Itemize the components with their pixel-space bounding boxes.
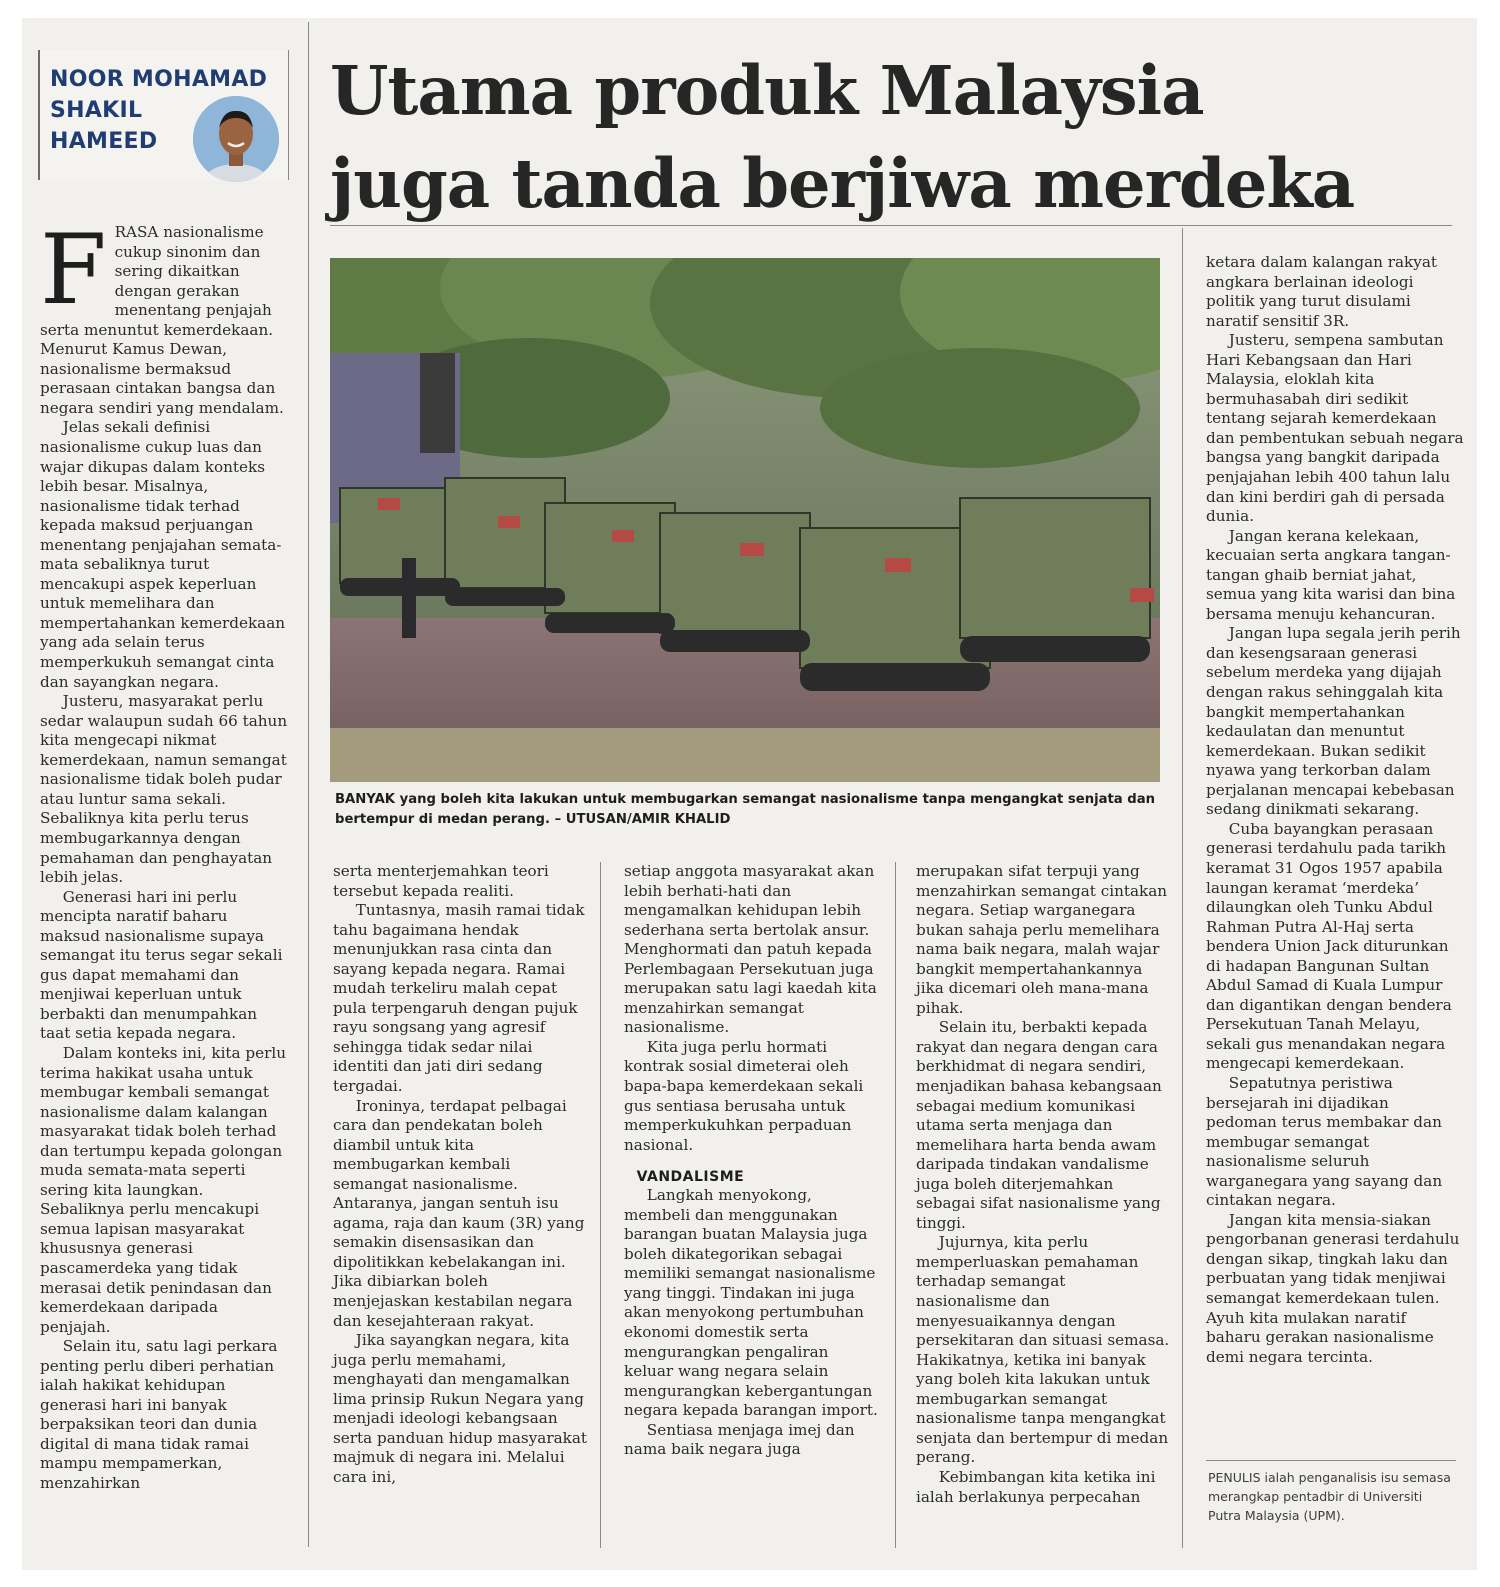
article-paragraph: Langkah menyokong, membeli dan menggunakan barangan buatan Malaysia juga boleh dikategorikan sebagai memiliki semangat nasionalisme yang tinggi. Tindakan ini juga akan menyokong pertumbuhan ekonomi domestik serta mengurangkan pengaliran keluar wang negara selain mengurangkan kebergantungan negara kepada barangan import. (624, 1186, 878, 1420)
column-rule (308, 22, 309, 1547)
article-paragraph: Selain itu, satu lagi perkara penting perlu diberi perhatian ialah hakikat kehidupan generasi hari ini banyak berpaksikan teori dan dunia digital di mana tidak ramai mampu mempamerkan, menzahirkan (40, 1337, 278, 1492)
article-paragraph: Jangan kita mensia-siakan pengorbanan generasi terdahulu dengan sikap, tingkah laku dan perbuatan yang tidak menjiwai semangat kemerdekaan tulen. Ayuh kita mulakan naratif baharu gerakan nasionalisme demi negara tercinta. (1206, 1210, 1460, 1366)
article-paragraph: merupakan sifat terpuji yang menzahirkan semangat cintakan negara. Setiap warganegara bukan sahaja perlu memelihara nama baik negara, malah wajar bangkit mempertahankannya jika dicemari oleh mana-mana pihak. (916, 862, 1168, 1017)
author-name: NOOR MOHAMAD SHAKIL HAMEED (50, 67, 268, 154)
article-paragraph: FRASA nasionalisme cukup sinonim dan sering dikaitkan dengan gerakan menentang penjajah serta menuntut kemerdekaan. Menurut Kamus Dewan, nasionalisme bermaksud perasaan cintakan bangsa dan negara sendiri yang mendalam. (40, 214, 284, 417)
article-column-3 (624, 862, 882, 1460)
article-paragraph: Jelas sekali definisi nasionalisme cukup luas dan wajar dikupas dalam konteks lebih besar. Misalnya, nasionalisme tidak terhad kepada maksud perjuangan menentang penjajahan semata-mata sebaliknya turut mencakupi aspek keperluan untuk memelihara dan mempertahankan kemerdekaan yang ada selain terus memperkukuh semangat cinta dan sayangkan negara. (40, 418, 286, 691)
article-paragraph: Justeru, sempena sambutan Hari Kebangsaan dan Hari Malaysia, eloklah kita bermuhasabah diri sedikit tentang sejarah kemerdekaan dan pembentukan sebuah negara bangsa yang bangkit daripada penjajahan lebih 400 tahun lalu dan kini berdiri gah di persada dunia. (1206, 331, 1464, 526)
column-rule (1182, 228, 1183, 1548)
article-paragraph: Jangan kerana kelekaan, kecuaian serta angkara tangan-tangan ghaib berniat jahat, semua yang kita warisi dan bina bersama menuju kehancuran. (1206, 526, 1456, 623)
article-paragraph: Justeru, masyarakat perlu sedar walaupun sudah 66 tahun kita mengecapi nikmat kemerdekaan, namun semangat nasionalisme tidak boleh pudar atau luntur sama sekali. Sebaliknya kita perlu terus membugarkannya dengan pemahaman dan penghayatan lebih jelas. (40, 692, 288, 887)
article-paragraph: Jika sayangkan negara, kita juga perlu memahami, menghayati dan mengamalkan lima prinsip Rukun Negara yang menjadi ideologi kebangsaan serta panduan hidup masyarakat majmuk di negara ini. Melalui cara ini, (333, 1331, 588, 1486)
parade-photo (330, 258, 1160, 782)
article-paragraph: Kita juga perlu hormati kontrak sosial dimeterai oleh bapa-bapa kemerdekaan sekali gus sentiasa berusaha untuk memperkukuhkan perpaduan nasional. (624, 1037, 864, 1154)
section-subheading: VANDALISME (636, 1169, 745, 1186)
article-paragraph: ketara dalam kalangan rakyat angkara berlainan ideologi politik yang turut disulami naratif sensitif 3R. (1206, 253, 1438, 330)
article-column-1 (40, 214, 292, 1494)
article-paragraph: serta menterjemahkan teori tersebut kepada realiti. (333, 862, 549, 900)
article-paragraph: Selain itu, berbakti kepada rakyat dan negara dengan cara berkhidmat di negara sendiri, menjadikan bahasa kebangsaan sebagai medium komunikasi utama serta menjaga dan memelihara harta benda awam daripada tindakan vandalisme juga boleh diterjemahkan sebagai sifat nasionalisme yang tinggi. (916, 1018, 1162, 1232)
article-paragraph: Ironinya, terdapat pelbagai cara dan pendekatan boleh diambil untuk kita membugarkan kembali semangat nasionalisme. Antaranya, jangan sentuh isu agama, raja dan kaum (3R) yang semakin disensasikan dan dipolitikkan kebelakangan ini. Jika dibiarkan boleh menjejaskan kestabilan negara dan kesejahteraan rakyat. (333, 1096, 585, 1330)
article-column-2 (333, 862, 587, 1488)
photo-caption: BANYAK yang boleh kita lakukan untuk membugarkan semangat nasionalisme tanpa mengangkat senjata dan bertempur di medan perang. – UTUSAN/AMIR KHALID (335, 792, 1156, 827)
article-paragraph: Kebimbangan kita ketika ini ialah berlakunya perpecahan (916, 1467, 1156, 1506)
article-headline: Utama produk Malaysia juga tanda berjiwa merdeka (330, 51, 1355, 223)
article-paragraph: Generasi hari ini perlu mencipta naratif baharu maksud nasionalisme supaya semangat itu terus segar sekali gus dapat memahami dan menjiwai keperluan untuk berbakti dan menumpahkan taat setia kepada negara. (40, 887, 283, 1043)
author-portrait (193, 96, 279, 182)
article-column-4 (916, 862, 1170, 1507)
article-paragraph: Jujurnya, kita perlu memperluaskan pemahaman terhadap semangat nasionalisme dan menyesuaikannya dengan persekitaran dan situasi semasa. Hakikatnya, ketika ini banyak yang boleh kita lakukan untuk membugarkan semangat nasionalisme tanpa mengangkat senjata dan bertempur di medan perang. (916, 1233, 1170, 1467)
column-rule (600, 862, 601, 1548)
footnote-rule (1206, 1460, 1456, 1461)
article-paragraph: Dalam konteks ini, kita perlu terima hakikat usaha untuk membugar kembali semangat nasionalisme dalam kalangan masyarakat tidak boleh terhad dan tertumpu kepada golongan muda semata-mata seperti sering kita laungkan. Sebaliknya perlu mencakupi semua lapisan masyarakat khususnya generasi pascamerdeka yang tidak merasai detik penindasan dan kemerdekaan daripada penjajah. (40, 1043, 287, 1336)
article-paragraph: Tuntasnya, masih ramai tidak tahu bagaimana hendak menunjukkan rasa cinta dan sayang kepada negara. Ramai mudah terkeliru malah cepat pula terpengaruh dengan pujuk rayu songsang yang agresif sehingga tidak sedar nilai identiti dan jati diri sedang tergadai. (333, 901, 585, 1096)
article-paragraph: setiap anggota masyarakat akan lebih berhati-hati dan mengamalkan kehidupan lebih sederhana serta bertolak ansur. Menghormati dan patuh kepada Perlembagaan Persekutuan juga merupakan satu lagi kaedah kita menzahirkan semangat nasionalisme. (624, 862, 877, 1037)
article-paragraph: Jangan lupa segala jerih perih dan kesengsaraan generasi sebelum merdeka yang dijajah dengan rakus sehinggalah kita bangkit mempertahankan kedaulatan dan menuntut kemerdekaan. Bukan sedikit nyawa yang terkorban dalam perjalanan mencapai kebebasan sedang dinikmati sekarang. (1206, 624, 1461, 819)
article-column-5 (1206, 253, 1464, 1367)
article-paragraph: Sentiasa menjaga imej dan nama baik negara juga (624, 1420, 855, 1459)
article-paragraph: Sepatutnya peristiwa bersejarah ini dijadikan pedoman terus membakar dan membugar semangat nasionalisme seluruh warganegara yang sayang dan cintakan negara. (1206, 1073, 1443, 1210)
column-rule (895, 862, 896, 1548)
drop-cap: F (40, 214, 107, 326)
article-paragraph: Cuba bayangkan perasaan generasi terdahulu pada tarikh keramat 31 Ogos 1957 apabila laungan keramat ‘merdeka’ dilaungkan oleh Tunku Abdul Rahman Putra Al-Haj serta bendera Union Jack diturunkan di hadapan Bangunan Sultan Abdul Samad di Kuala Lumpur dan digantikan dengan bendera Persekutuan Tanah Melayu, sekali gus menandakan negara mengecapi kemerdekaan. (1206, 819, 1452, 1073)
author-footnote: PENULIS ialah penganalisis isu semasa merangkap pentadbir di Universiti Putra Malaysia (UPM). (1208, 1470, 1451, 1523)
